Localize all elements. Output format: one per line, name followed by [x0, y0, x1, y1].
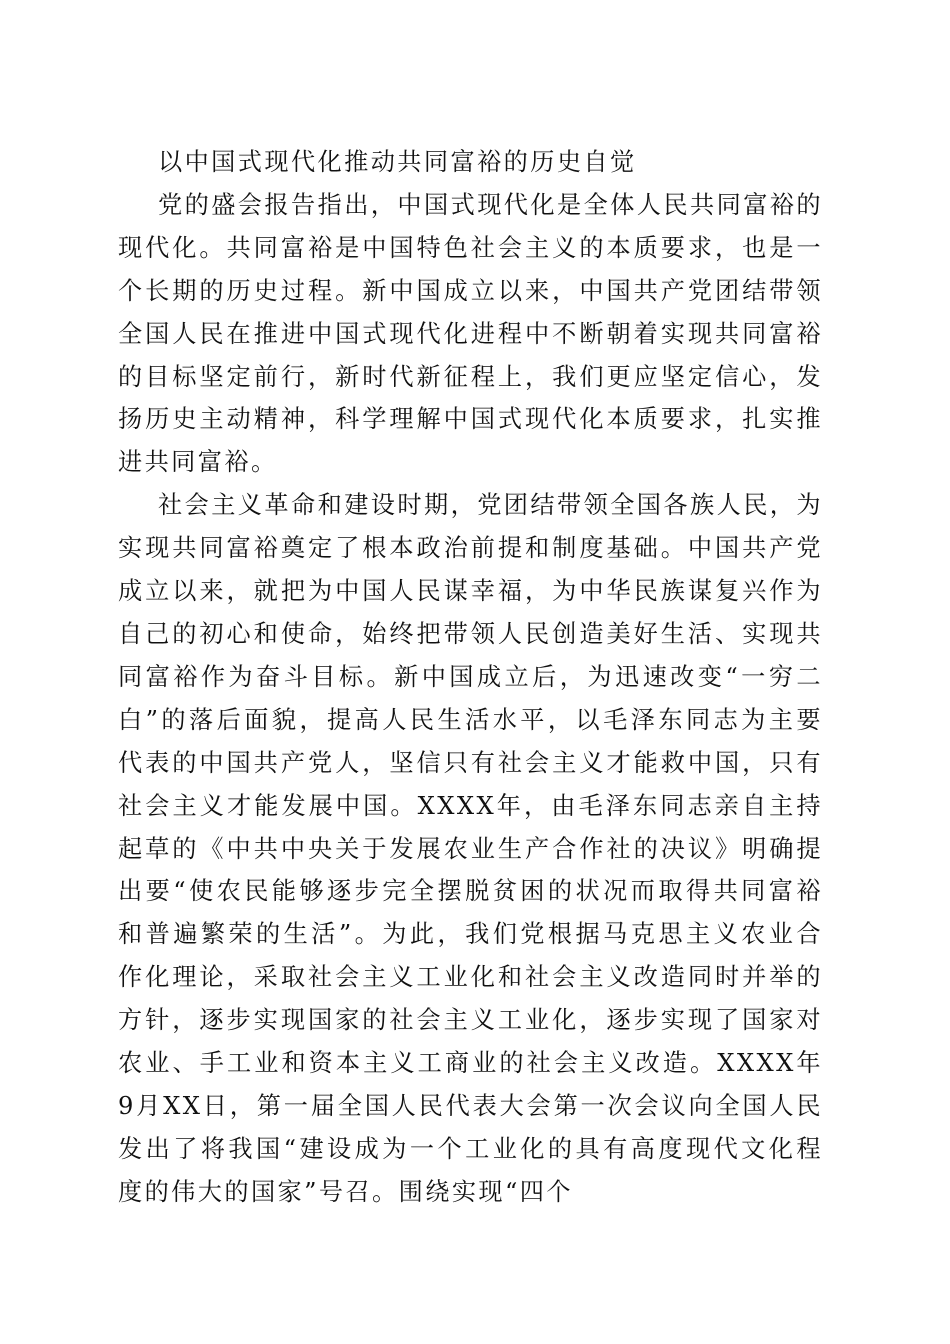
- document-title: 以中国式现代化推动共同富裕的历史自觉: [158, 148, 637, 176]
- paragraph-1: 党的盛会报告指出，中国式现代化是全体人民共同富裕的现代化。共同富裕是中国特色社会主义的本质要求，也是一个长期的历史过程。新中国成立以来，中国共产党团结带领全国人民在推进中国式现代化进程中不断朝着实现共同富裕的目标坚定前行，新时代新征程上，我们更应坚定信心，发扬历史主动精神，科学理解中国式现代化本质要求，扎实推进共同富裕。: [118, 190, 823, 477]
- paragraph-2: 社会主义革命和建设时期，党团结带领全国各族人民，为实现共同富裕奠定了根本政治前提和制度基础。中国共产党成立以来，就把为中国人民谋幸福，为中华民族谋复兴作为自己的初心和使命，始终把带领人民创造美好生活、实现共同富裕作为奋斗目标。新中国成立后，为迅速改变“一穷二白”的落后面貌，提高人民生活水平，以毛泽东同志为主要代表的中国共产党人，坚信只有社会主义才能救中国，只有社会主义才能发展中国。XXXX年，由毛泽东同志亲自主持起草的《中共中央关于发展农业生产合作社的决议》明确提出要“使农民能够逐步完全摆脱贫困的状况而取得共同富裕和普遍繁荣的生活”。为此，我们党根据马克思主义农业合作化理论，采取社会主义工业化和社会主义改造同时并举的方针，逐步实现国家的社会主义工业化，逐步实现了国家对农业、手工业和资本主义工商业的社会主义改造。XXXX年9月XX日，第一届全国人民代表大会第一次会议向全国人民发出了将我国“建设成为一个工业化的具有高度现代文化程度的伟大的国家”号召。围绕实现“四个: [118, 491, 823, 1206]
- document-body: [118, 141, 823, 1214]
